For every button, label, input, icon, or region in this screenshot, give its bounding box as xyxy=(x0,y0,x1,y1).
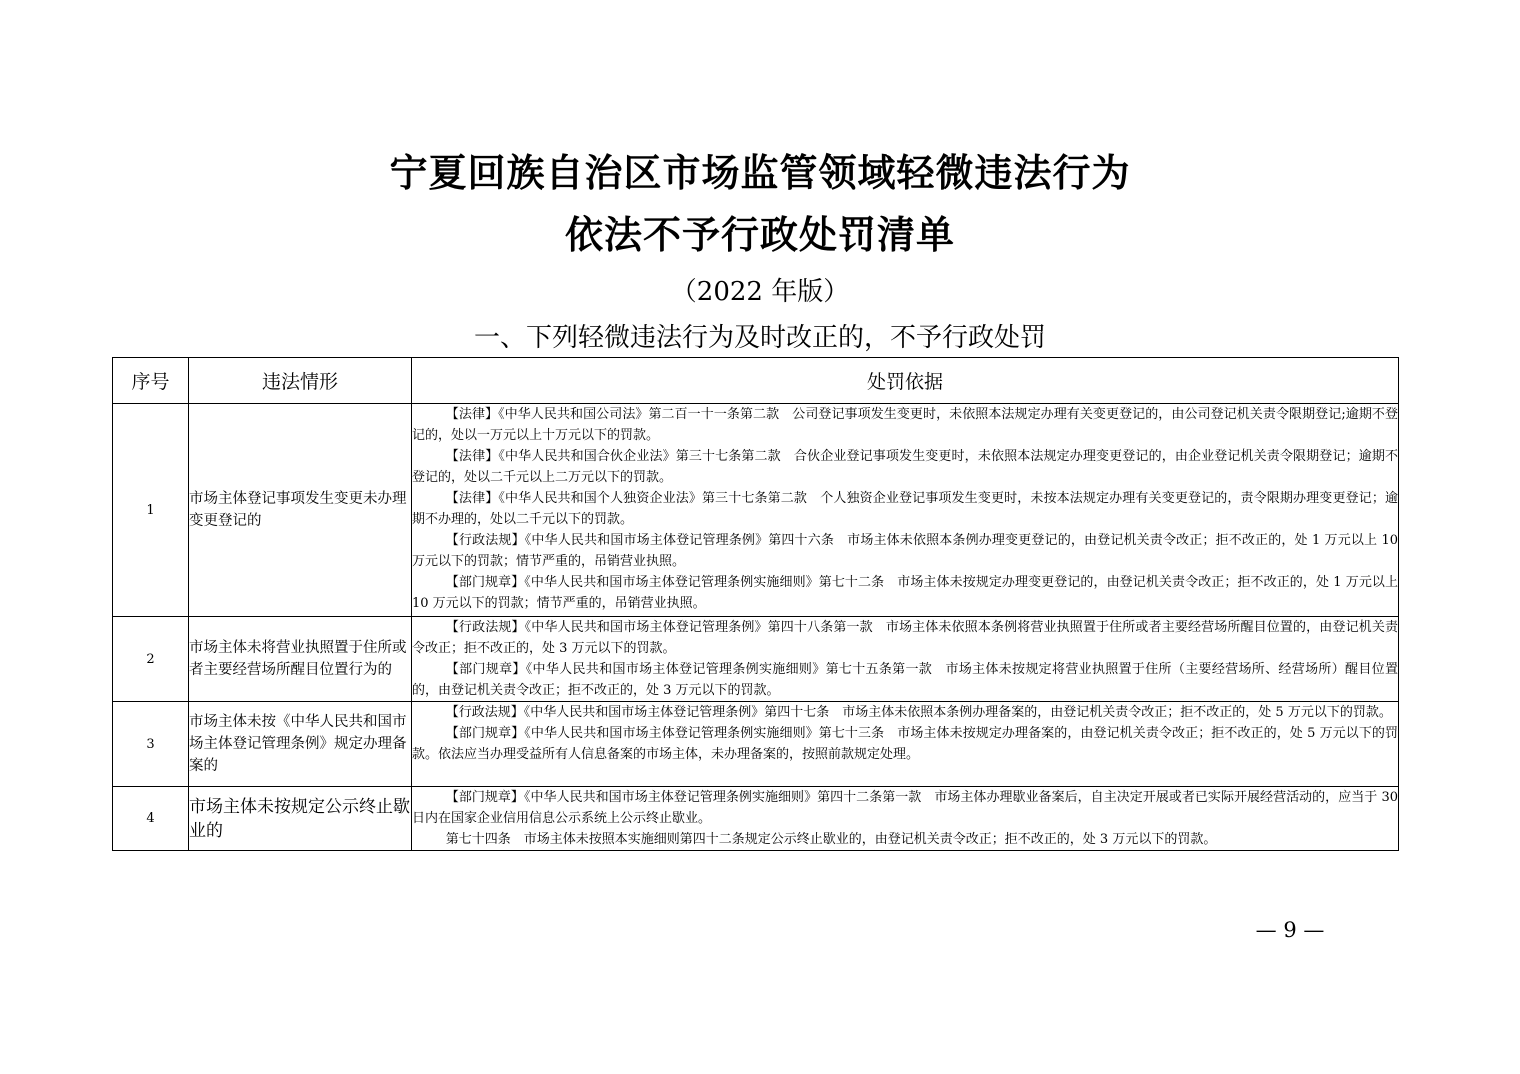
violation-situation: 市场主体未将营业执照置于住所或者主要经营场所醒目位置行为的 xyxy=(189,617,412,702)
row-number: 3 xyxy=(113,702,189,787)
table-row xyxy=(113,404,1399,617)
basis-paragraph: 【行政法规】《中华人民共和国市场主体登记管理条例》第四十六条 市场主体未依照本条例办理变更登记的，由登记机关责令改正；拒不改正的，处 1 万元以上 10 万元以下的罚款；情节严重的，吊销营业执照。 xyxy=(412,533,1398,569)
column-header-no: 序号 xyxy=(113,358,189,404)
column-header-basis: 处罚依据 xyxy=(412,358,1399,404)
row-number: 4 xyxy=(113,787,189,851)
column-header-situation: 违法情形 xyxy=(189,358,412,404)
penalty-basis xyxy=(412,617,1399,702)
basis-paragraph: 【法律】《中华人民共和国个人独资企业法》第三十七条第二款 个人独资企业登记事项发生变更时，未按本法规定办理有关变更登记的，责令限期办理变更登记；逾期不办理的，处以二千元以下的罚款。 xyxy=(412,491,1398,527)
basis-paragraph: 【部门规章】《中华人民共和国市场主体登记管理条例实施细则》第七十三条 市场主体未按规定办理备案的，由登记机关责令改正；拒不改正的，处 5 万元以下的罚款。依法应当办理受益所有人信息备案的市场主体，未办理备案的，按照前款规定处理。 xyxy=(412,726,1398,762)
violation-situation: 市场主体未按规定公示终止歇业的 xyxy=(189,787,412,851)
document-subtitle: （2022 年版） xyxy=(670,277,850,307)
document-title-line2: 依法不予行政处罚清单 xyxy=(564,212,955,257)
basis-paragraph: 【行政法规】《中华人民共和国市场主体登记管理条例》第四十七条 市场主体未依照本条例办理备案的，由登记机关责令改正；拒不改正的，处 5 万元以下的罚款。 xyxy=(445,705,1392,720)
table-row xyxy=(113,787,1399,851)
row-number: 1 xyxy=(113,404,189,617)
penalty-basis xyxy=(412,404,1399,617)
row-number: 2 xyxy=(113,617,189,702)
table-row xyxy=(113,617,1399,702)
penalty-list-table xyxy=(112,357,1399,851)
basis-paragraph: 第七十四条 市场主体未按照本实施细则第四十二条规定公示终止歇业的，由登记机关责令改正；拒不改正的，处 3 万元以下的罚款。 xyxy=(445,832,1217,847)
basis-paragraph: 【部门规章】《中华人民共和国市场主体登记管理条例实施细则》第七十五条第一款 市场主体未按规定将营业执照置于住所（主要经营场所、经营场所）醒目位置的，由登记机关责令改正；拒不改正的，处 3 万元以下的罚款。 xyxy=(412,662,1398,698)
page-number: — 9 — xyxy=(1255,918,1325,942)
table-header-row xyxy=(113,358,1399,404)
document-title-line1: 宁夏回族自治区市场监管领域轻微违法行为 xyxy=(389,150,1131,195)
basis-paragraph: 【法律】《中华人民共和国公司法》第二百一十一条第二款 公司登记事项发生变更时，未依照本法规定办理有关变更登记的，由公司登记机关责令限期登记;逾期不登记的，处以一万元以上十万元以下的罚款。 xyxy=(412,407,1398,443)
section-title: 一、下列轻微违法行为及时改正的，不予行政处罚 xyxy=(473,323,1046,353)
basis-paragraph: 【部门规章】《中华人民共和国市场主体登记管理条例实施细则》第四十二条第一款 市场主体办理歇业备案后，自主决定开展或者已实际开展经营活动的，应当于 30 日内在国家企业信用信息公示系统上公示终止歇业。 xyxy=(412,790,1398,826)
basis-paragraph: 【部门规章】《中华人民共和国市场主体登记管理条例实施细则》第七十二条 市场主体未按规定办理变更登记的，由登记机关责令改正；拒不改正的，处 1 万元以上 10 万元以下的罚款；情节严重的，吊销营业执照。 xyxy=(412,575,1398,611)
basis-paragraph: 【法律】《中华人民共和国合伙企业法》第三十七条第二款 合伙企业登记事项发生变更时，未依照本法规定办理变更登记的，由企业登记机关责令限期登记；逾期不登记的，处以二千元以上二万元以下的罚款。 xyxy=(412,449,1398,485)
basis-paragraph: 【行政法规】《中华人民共和国市场主体登记管理条例》第四十八条第一款 市场主体未依照本条例将营业执照置于住所或者主要经营场所醒目位置的，由登记机关责令改正；拒不改正的，处 3 万元以下的罚款。 xyxy=(412,620,1398,656)
violation-situation: 市场主体未按《中华人民共和国市场主体登记管理条例》规定办理备案的 xyxy=(189,702,412,787)
table-row xyxy=(113,702,1399,787)
violation-situation: 市场主体登记事项发生变更未办理变更登记的 xyxy=(189,404,412,617)
penalty-basis xyxy=(412,787,1399,851)
penalty-basis xyxy=(412,702,1399,787)
